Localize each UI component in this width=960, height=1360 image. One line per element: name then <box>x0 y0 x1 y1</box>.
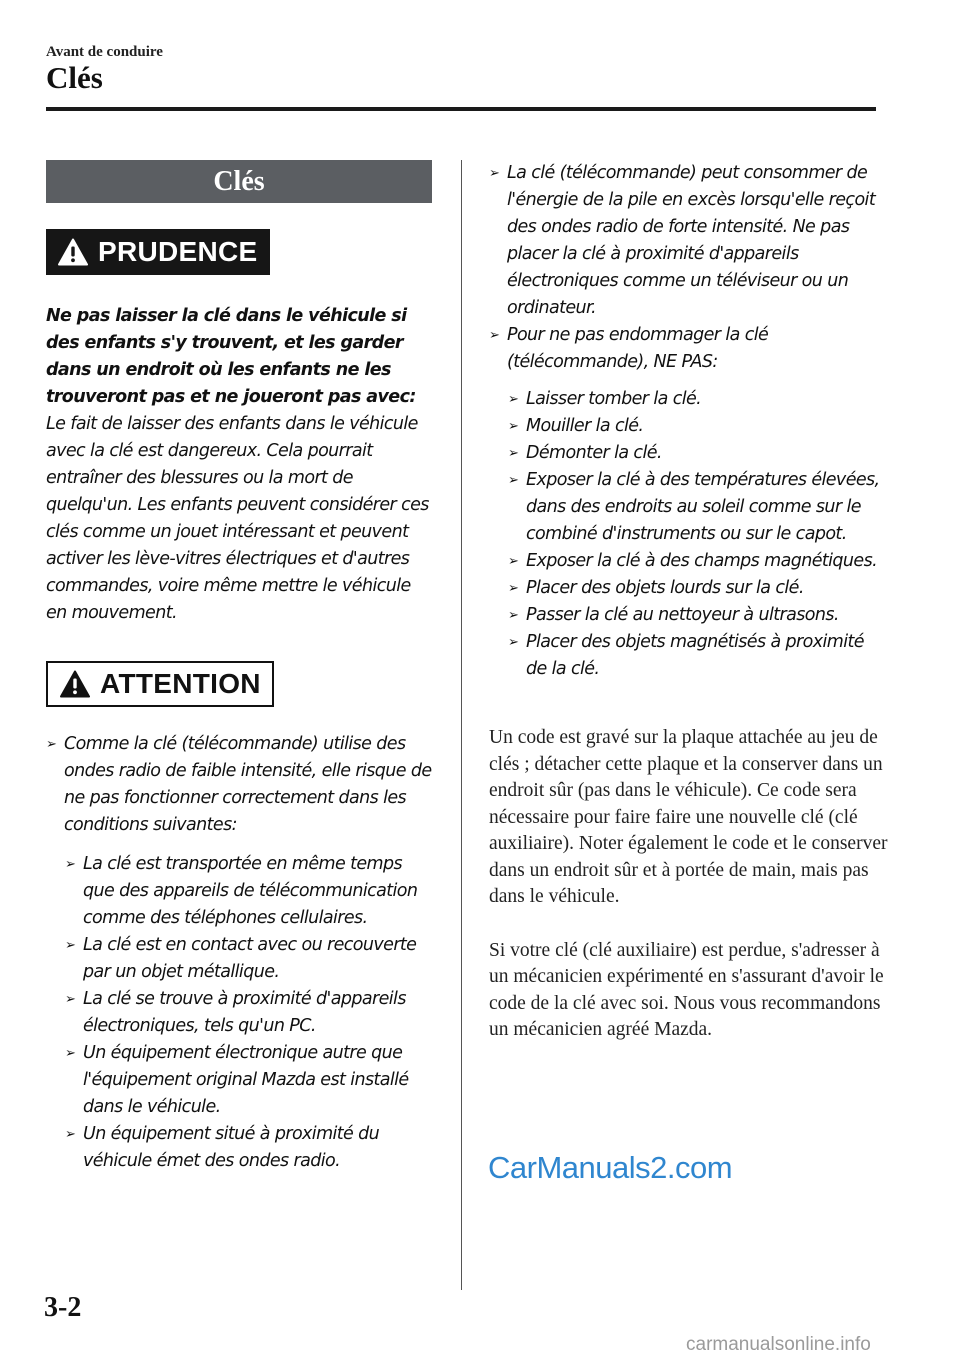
list-item <box>46 731 436 839</box>
page-number: 3-2 <box>44 1292 82 1323</box>
list-item <box>65 986 436 1040</box>
list-item <box>65 1121 436 1175</box>
watermark-link[interactable]: CarManuals2.com <box>488 1150 733 1185</box>
arrow-bullet-icon: ➢ <box>65 992 76 1007</box>
list-item <box>65 1040 436 1121</box>
caution-bold-text: Ne pas laisser la clé dans le véhicule si des enfants s'y trouvent, et les garder dans un endroit où les enfants ne les trouveront pas et ne joueront pas avec: <box>46 306 416 407</box>
arrow-bullet-icon: ➢ <box>489 166 500 181</box>
condition-text: Un équipement électronique autre que l'équipement original Mazda est installé dans le véhicule. <box>83 1043 409 1117</box>
attention-intro: Comme la clé (télécommande) utilise des ondes radio de faible intensité, elle risque de ne pas fonctionner correctement dans les conditions suivantes: <box>64 734 432 835</box>
list-item <box>508 467 889 548</box>
arrow-bullet-icon: ➢ <box>65 938 76 953</box>
right-column <box>489 160 889 1044</box>
list-item <box>489 160 889 322</box>
arrow-bullet-icon: ➢ <box>508 608 519 623</box>
caution-label: PRUDENCE <box>98 236 258 267</box>
warning-triangle-icon <box>60 670 90 698</box>
arrow-bullet-icon: ➢ <box>65 857 76 872</box>
arrow-bullet-icon: ➢ <box>46 737 57 752</box>
damage-item-text: Laisser tomber la clé. <box>526 389 702 409</box>
warning-triangle-icon <box>58 238 88 266</box>
damage-item-text: Exposer la clé à des champs magnétiques. <box>526 551 878 571</box>
footer-site-link[interactable]: carmanualsonline.info <box>686 1334 871 1355</box>
header-rule <box>46 107 876 111</box>
header-section-label: Avant de conduire <box>46 44 163 60</box>
arrow-bullet-icon: ➢ <box>65 1127 76 1142</box>
list-item <box>65 932 436 986</box>
list-item <box>508 629 889 683</box>
arrow-bullet-icon: ➢ <box>508 635 519 650</box>
right-attention-list <box>489 160 889 683</box>
arrow-bullet-icon: ➢ <box>508 446 519 461</box>
list-item <box>508 602 889 629</box>
list-item <box>65 851 436 932</box>
attention-badge <box>46 661 274 707</box>
condition-text: Un équipement situé à proximité du véhicule émet des ondes radio. <box>83 1124 380 1171</box>
battery-note: La clé (télécommande) peut consommer de l'énergie de la pile en excès lorsqu'elle reçoit des ondes radio de forte intensité. Ne pas placer la clé à proximité d'appareils électroniques comme un téléviseur ou un ordinateur. <box>507 163 876 318</box>
condition-text: La clé est transportée en même temps que des appareils de télécommunication comme des téléphones cellulaires. <box>83 854 418 928</box>
left-column <box>46 160 436 1177</box>
condition-text: La clé est en contact avec ou recouverte par un objet métallique. <box>83 935 417 982</box>
damage-item-text: Placer des objets lourds sur la clé. <box>526 578 804 598</box>
list-item <box>508 386 889 413</box>
conditions-sublist <box>65 851 436 1175</box>
list-item <box>508 440 889 467</box>
column-divider <box>461 160 462 1290</box>
key-code-paragraph: Un code est gravé sur la plaque attachée au jeu de clés ; détacher cette plaque et la conserver dans un endroit sûr (pas dans le véhicule). Ce code sera nécessaire pour faire faire une nouvelle clé (clé auxiliaire). Noter également le code et le conserver dans un endroit sûr et à portée de main, mais pas dans le véhicule. <box>489 727 888 907</box>
list-item <box>508 548 889 575</box>
lost-key-paragraph: Si votre clé (clé auxiliaire) est perdue, s'adresser à un mécanicien expérimenté en s'assurant d'avoir le code de la clé avec soi. Nous vous recommandons un mécanicien agréé Mazda. <box>489 939 884 1040</box>
attention-list <box>46 731 436 1175</box>
arrow-bullet-icon: ➢ <box>508 581 519 596</box>
caution-body-text: Le fait de laisser des enfants dans le véhicule avec la clé est dangereux. Cela pourrait entraîner des blessures ou la mort de quelqu'un. Les enfants peuvent considérer ces clés comme un jouet intéressant et peuvent activer les lève-vitres électriques et d'autres commandes, voire même mettre le véhicule en mouvement. <box>46 414 429 623</box>
list-item <box>508 575 889 602</box>
arrow-bullet-icon: ➢ <box>508 554 519 569</box>
arrow-bullet-icon: ➢ <box>508 419 519 434</box>
list-item <box>489 322 889 376</box>
damage-sublist <box>508 386 889 683</box>
damage-item-text: Placer des objets magnétisés à proximité de la clé. <box>526 632 864 679</box>
arrow-bullet-icon: ➢ <box>508 392 519 407</box>
damage-item-text: Passer la clé au nettoyeur à ultrasons. <box>526 605 839 625</box>
section-banner: Clés <box>46 160 432 203</box>
damage-item-text: Démonter la clé. <box>526 443 662 463</box>
arrow-bullet-icon: ➢ <box>508 473 519 488</box>
list-item <box>508 413 889 440</box>
caution-badge <box>46 229 270 275</box>
arrow-bullet-icon: ➢ <box>489 328 500 343</box>
damage-intro: Pour ne pas endommager la clé (télécommande), NE PAS: <box>507 325 769 372</box>
damage-item-text: Mouiller la clé. <box>526 416 644 436</box>
attention-label: ATTENTION <box>100 668 261 699</box>
damage-item-text: Exposer la clé à des températures élevées, dans des endroits au soleil comme sur le combiné d'instruments ou sur le capot. <box>526 470 880 544</box>
header-title: Clés <box>46 60 103 95</box>
condition-text: La clé se trouve à proximité d'appareils électroniques, tels qu'un PC. <box>83 989 406 1036</box>
arrow-bullet-icon: ➢ <box>65 1046 76 1061</box>
